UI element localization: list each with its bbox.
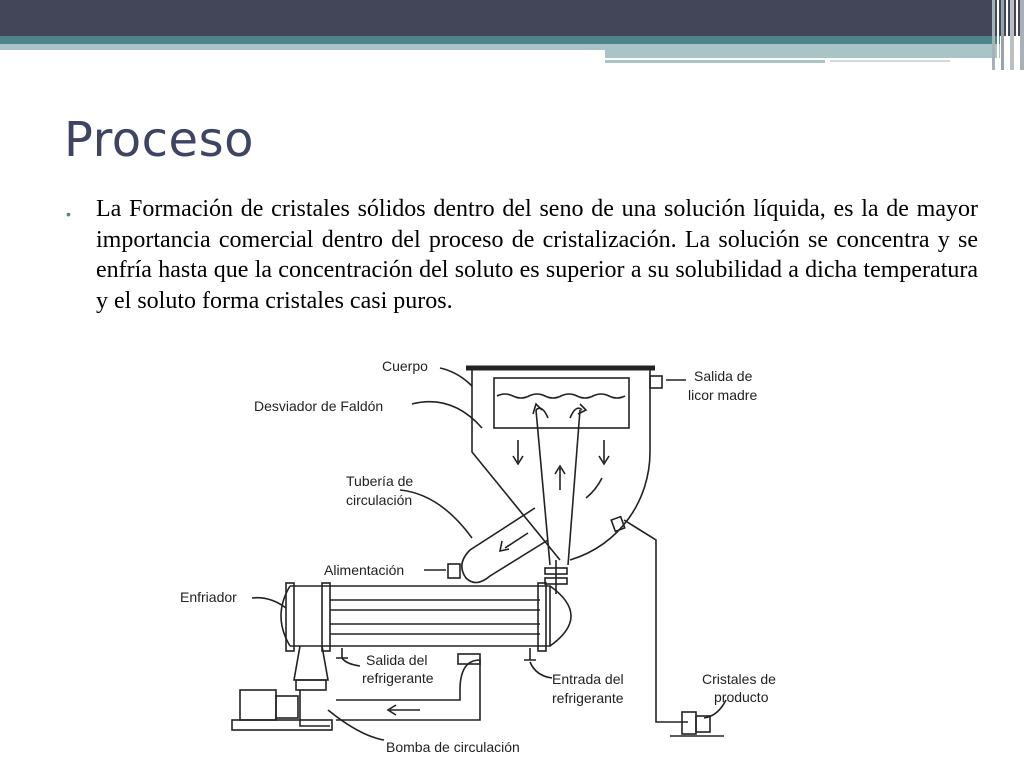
label-cristales-2: producto xyxy=(714,689,769,705)
label-tuberia-2: circulación xyxy=(346,492,413,508)
label-salida-licor-2: licor madre xyxy=(688,387,758,403)
label-bomba: Bomba de circulación xyxy=(386,739,520,755)
label-salida-ref-1: Salida del xyxy=(366,652,428,668)
label-desviador: Desviador de Faldón xyxy=(254,398,384,414)
label-enfriador: Enfriador xyxy=(180,589,237,605)
bullet-icon: • xyxy=(66,206,71,222)
label-cristales-1: Cristales de xyxy=(702,671,776,687)
label-alimentacion: Alimentación xyxy=(324,562,405,578)
label-salida-licor-1: Salida de xyxy=(694,368,753,384)
label-entrada-ref-1: Entrada del xyxy=(552,671,624,687)
slide-paragraph: La Formación de cristales sólidos dentro del seno de una solución líquida, es la de mayor importancia comercial dentro del proceso de cristalización. La solución se concentra y se enfría hasta que la concentración del soluto es superior a su solubilidad a dicha temperatura y el soluto forma cristales casi puros. xyxy=(96,196,978,314)
label-salida-ref-2: refrigerante xyxy=(362,670,434,686)
label-cuerpo: Cuerpo xyxy=(382,358,428,374)
slide-title: Proceso xyxy=(64,112,254,168)
label-entrada-ref-2: refrigerante xyxy=(552,690,624,706)
label-tuberia-1: Tubería de xyxy=(346,473,414,489)
